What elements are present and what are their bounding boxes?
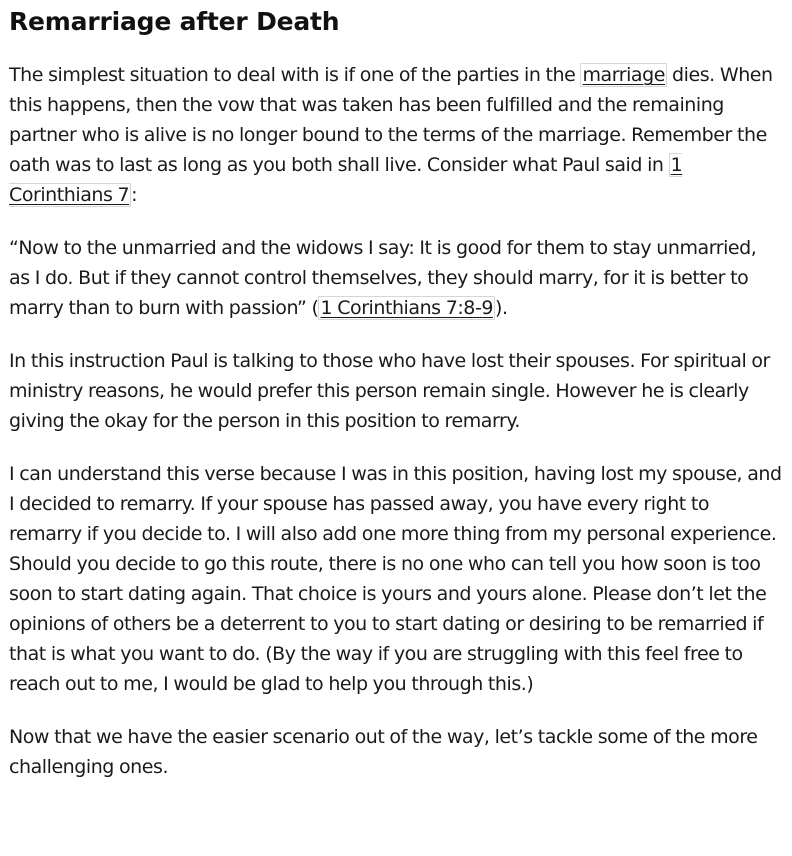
paragraph-1-text-a: The simplest situation to deal with is if one of the parties in the bbox=[9, 64, 581, 86]
paragraph-1-text-c: : bbox=[131, 184, 138, 206]
paragraph-3: In this instruction Paul is talking to those who have lost their spouses. For spiritual or ministry reasons, he would prefer this person remain single. However he is clearly giving the okay for the person in this position to remarry. bbox=[9, 350, 770, 432]
paragraph-2-quote bbox=[9, 233, 782, 323]
link-1-corinthians-7[interactable]: 1 Corinthians 7 bbox=[9, 154, 683, 206]
quote-end: ). bbox=[495, 297, 508, 319]
paragraph-1-text-b: dies. When this happens, then the vow that was taken has been fulfilled and the remaining partner who is alive is no longer bound to the terms of the marriage. Remember the oath was to last as long as you both shall live. Consider what Paul said in bbox=[9, 64, 773, 176]
link-1-corinthians-7-8-9[interactable]: 1 Corinthians 7:8-9 bbox=[320, 297, 493, 319]
paragraph-5: Now that we have the easier scenario out of the way, let’s tackle some of the more challenging ones. bbox=[9, 726, 758, 778]
page-title: Remarriage after Death bbox=[9, 7, 340, 36]
quote-text: “Now to the unmarried and the widows I say: It is good for them to stay unmarried, as I do. But if they cannot control themselves, they should marry, for it is better to marry than to burn with passion” ( bbox=[9, 237, 757, 319]
link-marriage[interactable]: marriage bbox=[582, 64, 665, 86]
paragraph-1 bbox=[9, 60, 782, 210]
paragraph-4: I can understand this verse because I was in this position, having lost my spouse, and I decided to remarry. If your spouse has passed away, you have every right to remarry if you decide to. I will also add one more thing from my personal experience. Should you decide to go this route, there is no one who can tell you how soon is too soon to start dating again. That choice is yours and yours alone. Please don’t let the opinions of others be a deterrent to you to start dating or desiring to be remarried if that is what you want to do. (By the way if you are struggling with this feel free to reach out to me, I would be glad to help you through this.) bbox=[9, 463, 782, 695]
